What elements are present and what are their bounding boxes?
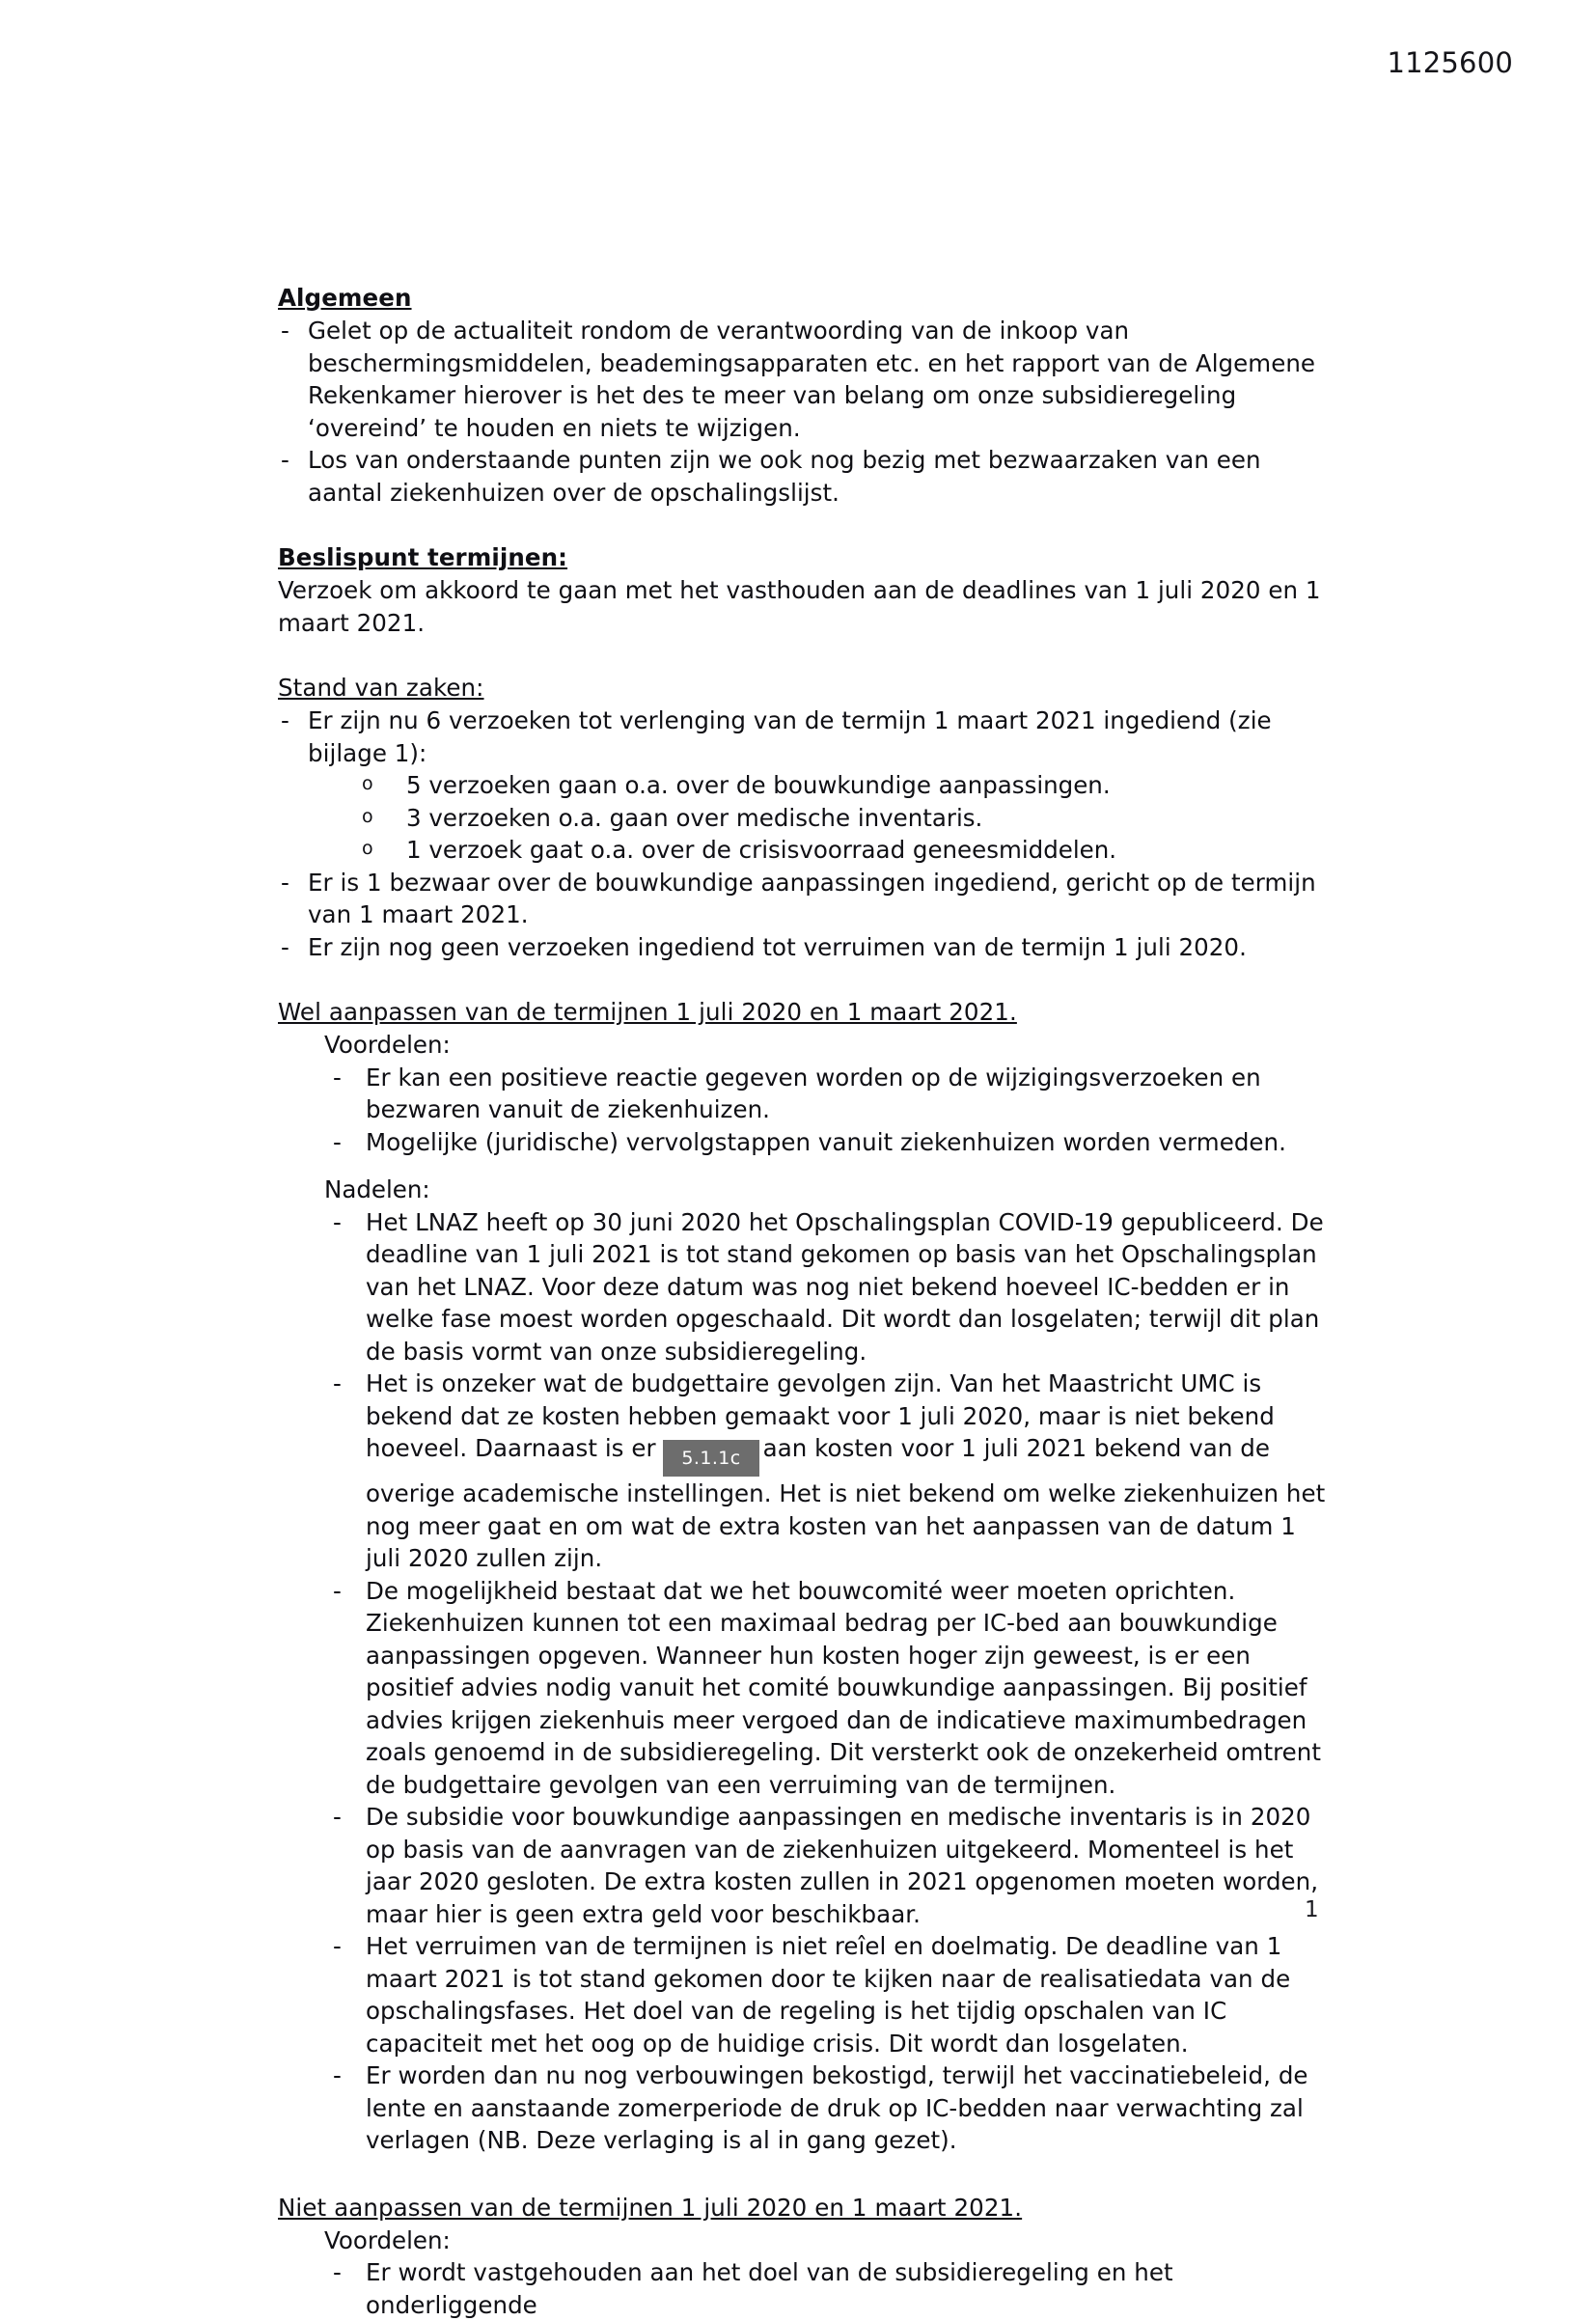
heading-niet-aanpassen: Niet aanpassen van de termijnen 1 juli 2020 en 1 maart 2021.: [278, 2193, 1023, 2222]
list-item: - Er wordt vastgehouden aan het doel van de subsidieregeling en het onderliggende: [331, 2256, 1330, 2321]
label-voordelen-wel: Voordelen:: [324, 1031, 451, 1059]
list-item: - De subsidie voor bouwkundige aanpassingen en medische inventaris is in 2020 op basis van de aanvragen van de ziekenhuizen uitgekeerd. Momenteel is het jaar 2020 gesloten. De extra kosten zullen in 2021 opgenomen moeten worden, maar hier is geen extra geld voor beschikbaar.: [331, 1801, 1330, 1930]
spacer: [278, 509, 1330, 541]
wel-voordelen-list: [278, 1062, 1330, 1159]
list-item: - Los van onderstaande punten zijn we ook nog bezig met bezwaarzaken van een aantal ziekenhuizen over de opschalingslijst.: [278, 444, 1330, 509]
redaction-box-5-1-1c: 5.1.1c: [663, 1440, 758, 1477]
heading-beslispunt-termijnen: Beslispunt termijnen:: [278, 543, 568, 571]
nadelen-text-after: aan kosten voor 1 juli 2021 bekend van de overige academische instellingen. Het is niet bekend om welke ziekenhuizen het nog meer gaat en om wat de extra kosten van het aanpassen van de datum 1 juli 2020 zullen zijn.: [366, 1434, 1326, 1572]
label-voordelen-niet: Voordelen:: [324, 2225, 451, 2254]
stand-van-zaken-sub-bullet-list: [278, 769, 1330, 867]
spacer: [278, 1158, 1330, 1174]
list-item: - Het verruimen van de termijnen is niet reîel en doelmatig. De deadline van 1 maart 2021 is tot stand gekomen door te kijken naar de realisatiedata van de opschalingsfases. Het doel van de regeling is het tijdig opschalen van IC capaciteit met het oog op de huidige crisis. Dit wordt dan losgelaten.: [331, 1930, 1330, 2059]
list-item-with-redaction: [331, 1368, 1330, 1575]
document-body: [278, 282, 1330, 2321]
wel-nadelen-list: [278, 1206, 1330, 2157]
list-item: o 5 verzoeken gaan o.a. over de bouwkundige aanpassingen.: [362, 769, 1330, 802]
page-number: 1: [1305, 1897, 1319, 1922]
list-item: o 3 verzoeken o.a. gaan over medische inventaris.: [362, 802, 1330, 835]
list-item: - Er zijn nog geen verzoeken ingediend tot verruimen van de termijn 1 juli 2020.: [278, 931, 1330, 964]
spacer: [278, 2157, 1330, 2192]
list-item: - Gelet op de actualiteit rondom de verantwoording van de inkoop van beschermingsmiddelen, beademingsapparaten etc. en het rapport van de Algemene Rekenkamer hierover is het des te meer van belang om onze subsidieregeling ‘overeind’ te houden en niets te wijzigen.: [278, 315, 1330, 444]
list-item: - Er zijn nu 6 verzoeken tot verlenging van de termijn 1 maart 2021 ingediend (zie bijlage 1):: [278, 705, 1330, 769]
heading-stand-van-zaken: Stand van zaken:: [278, 674, 484, 702]
beslispunt-paragraph: Verzoek om akkoord te gaan met het vasthouden aan de deadlines van 1 juli 2020 en 1 maart 2021.: [278, 576, 1321, 637]
heading-wel-aanpassen: Wel aanpassen van de termijnen 1 juli 2020 en 1 maart 2021.: [278, 998, 1017, 1026]
spacer: [278, 963, 1330, 996]
list-item: o 1 verzoek gaat o.a. over de crisisvoorraad geneesmiddelen.: [362, 834, 1330, 867]
spacer: [278, 639, 1330, 672]
list-item: - Er worden dan nu nog verbouwingen bekostigd, terwijl het vaccinatiebeleid, de lente en aanstaande zomerperiode de druk op IC-bedden naar verwachting zal verlagen (NB. Deze verlaging is al in gang gezet).: [331, 2059, 1330, 2157]
stand-van-zaken-bullet-list: [278, 705, 1330, 769]
niet-voordelen-list: [278, 2256, 1330, 2321]
label-nadelen-wel: Nadelen:: [324, 1175, 430, 1203]
document-number: 1125600: [1387, 46, 1513, 79]
nadelen-text-before: Het is onzeker wat de budgettaire gevolgen zijn. Van het Maastricht UMC is bekend dat ze kosten hebben gemaakt voor 1 juli 2020, maar is niet bekend hoeveel. Daarnaast is er: [366, 1369, 1275, 1462]
heading-algemeen: Algemeen: [278, 284, 412, 312]
stand-van-zaken-bullet-list-cont: [278, 867, 1330, 964]
list-item: - Er is 1 bezwaar over de bouwkundige aanpassingen ingediend, gericht op de termijn van 1 maart 2021.: [278, 867, 1330, 931]
list-item: - Het LNAZ heeft op 30 juni 2020 het Opschalingsplan COVID-19 gepubliceerd. De deadline van 1 juli 2021 is tot stand gekomen op basis van het Opschalingsplan van het LNAZ. Voor deze datum was nog niet bekend hoeveel IC-bedden er in welke fase moest worden opgeschaald. Dit wordt dan losgelaten; terwijl dit plan de basis vormt van onze subsidieregeling.: [331, 1206, 1330, 1368]
algemeen-bullet-list: [278, 315, 1330, 509]
list-item: - De mogelijkheid bestaat dat we het bouwcomité weer moeten oprichten. Ziekenhuizen kunnen tot een maximaal bedrag per IC-bed aan bouwkundige aanpassingen opgeven. Wanneer hun kosten hoger zijn geweest, is er een positief advies nodig vanuit het comité bouwkundige aanpassingen. Bij positief advies krijgen ziekenhuis meer vergoed dan de indicatieve maximumbedragen zoals genoemd in de subsidieregeling. Dit versterkt ook de onzekerheid omtrent de budgettaire gevolgen van een verruiming van de termijnen.: [331, 1575, 1330, 1802]
list-item: - Er kan een positieve reactie gegeven worden op de wijzigingsverzoeken en bezwaren vanuit de ziekenhuizen.: [331, 1062, 1330, 1126]
list-item: - Mogelijke (juridische) vervolgstappen vanuit ziekenhuizen worden vermeden.: [331, 1126, 1330, 1159]
